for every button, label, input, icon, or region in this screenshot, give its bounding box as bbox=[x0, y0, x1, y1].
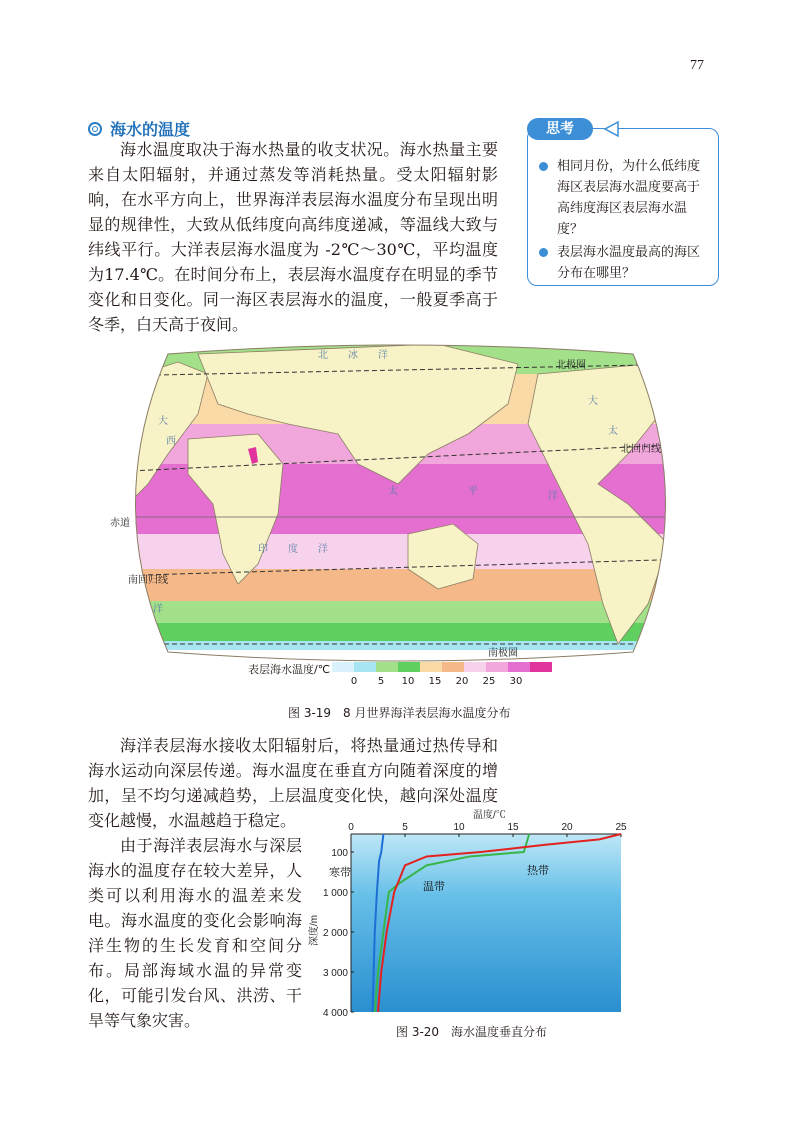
series-label: 温带 bbox=[423, 881, 445, 893]
sea-background bbox=[351, 834, 621, 1012]
ocean-char: 洋 bbox=[548, 491, 558, 502]
legend-swatch bbox=[442, 662, 464, 672]
legend-swatch bbox=[486, 662, 508, 672]
ocean-char: 印 bbox=[258, 544, 268, 555]
body-paragraph-1: 海水温度取决于海水热量的收支状况。海水热量主要来自太阳辐射，并通过蒸发等消耗热量。受太阳辐射影响，在水平方向上，世界海洋表层海水温度分布呈现出明显的规律性，大致从低纬度向高纬度递减，等温线大致与纬线平行。大洋表层海水温度为 -2℃～30℃，平均温度为17.4℃。在时间分布上，表层海水温度存在明显的季节变化和日变化。同一海区表层海水的温度，一般夏季高于冬季，白天高于夜间。 bbox=[88, 140, 498, 334]
legend-swatch bbox=[464, 662, 486, 672]
bullseye-icon bbox=[88, 122, 102, 136]
page-number: 77 bbox=[690, 58, 704, 73]
legend-tick-label: 0 bbox=[350, 676, 358, 687]
depth-chart-svg bbox=[305, 806, 635, 1018]
legend-swatch bbox=[332, 662, 354, 672]
depth-chart-caption: 图 3-20 海水温度垂直分布 bbox=[396, 1025, 548, 1039]
ocean-char: 西 bbox=[166, 436, 176, 447]
y-tick-label: 3 000 bbox=[322, 968, 348, 979]
world-sst-map bbox=[108, 344, 693, 662]
think-question-text: 相同月份，为什么低纬度海区表层海水温度要高于高纬度海区表层海水温度？ bbox=[557, 159, 701, 237]
triangle-pointer-icon bbox=[603, 121, 619, 137]
legend-color-bar bbox=[332, 662, 552, 672]
think-question bbox=[539, 242, 711, 284]
ocean-char: 北 bbox=[318, 350, 328, 361]
y-axis-title: 深度/m bbox=[309, 914, 320, 946]
map-legend bbox=[248, 662, 548, 696]
think-question-text: 表层海水温度最高的海区分布在哪里？ bbox=[557, 245, 701, 281]
legend-label: 表层海水温度/℃ bbox=[248, 663, 331, 676]
think-box-title: 思考 bbox=[527, 118, 593, 140]
ocean-char: 洋 bbox=[318, 544, 328, 555]
ocean-char: 度 bbox=[288, 544, 298, 555]
legend-swatch bbox=[376, 662, 398, 672]
section-title: 海水的温度 bbox=[110, 120, 191, 139]
ocean-char: 大 bbox=[588, 396, 598, 407]
series-label: 热带 bbox=[527, 865, 549, 877]
legend-tick-label: 5 bbox=[377, 676, 385, 687]
x-tick-label: 15 bbox=[507, 822, 519, 833]
legend-tick-label: 30 bbox=[509, 676, 523, 687]
legend-swatch bbox=[398, 662, 420, 672]
x-tick-label: 0 bbox=[348, 822, 354, 833]
label-equator: 赤道 bbox=[110, 518, 130, 529]
label-tropic-capricorn: 南回归线 bbox=[128, 575, 168, 586]
think-question bbox=[539, 156, 711, 240]
y-tick-label: 100 bbox=[331, 848, 348, 859]
ocean-char: 太 bbox=[608, 426, 618, 437]
ocean-char: 太 bbox=[388, 486, 398, 497]
ocean-char: 大 bbox=[158, 416, 168, 427]
think-box bbox=[527, 118, 719, 286]
body-paragraph-3: 由于海洋表层海水与深层海水的温度存在较大差异，人类可以利用海水的温差来发电。海水温度的变化会影响海洋生物的生长发育和空间分布。局部海域水温的异常变化，可能引发台风、洪涝、干旱等气象灾害。 bbox=[88, 836, 302, 1030]
legend-swatch bbox=[530, 662, 552, 672]
label-antarctic-circle: 南极圈 bbox=[488, 648, 518, 659]
bullet-dot-icon bbox=[539, 248, 548, 257]
x-tick-label: 25 bbox=[615, 822, 627, 833]
ocean-char: 冰 bbox=[348, 350, 358, 361]
label-arctic-circle: 北极圈 bbox=[556, 360, 586, 371]
legend-swatch bbox=[420, 662, 442, 672]
ocean-char: 洋 bbox=[378, 350, 388, 361]
legend-swatch bbox=[354, 662, 376, 672]
legend-tick-label: 10 bbox=[401, 676, 415, 687]
ocean-char: 平 bbox=[468, 486, 478, 497]
map-caption: 图 3-19 8 月世界海洋表层海水温度分布 bbox=[288, 706, 511, 720]
legend-tick-label: 25 bbox=[482, 676, 496, 687]
x-axis-title: 温度/℃ bbox=[473, 810, 506, 821]
y-tick-label: 1 000 bbox=[322, 888, 348, 899]
ocean-char: 洋 bbox=[153, 604, 163, 615]
bullet-dot-icon bbox=[539, 162, 548, 171]
x-tick-label: 5 bbox=[402, 822, 408, 833]
legend-ticks bbox=[332, 676, 552, 690]
legend-tick-label: 20 bbox=[455, 676, 469, 687]
world-map-svg bbox=[108, 344, 693, 662]
depth-temperature-chart bbox=[305, 806, 635, 1018]
think-question-list bbox=[539, 156, 711, 286]
antarctica-land bbox=[108, 650, 693, 662]
legend-swatch bbox=[508, 662, 530, 672]
y-tick-label: 4 000 bbox=[322, 1008, 348, 1018]
label-tropic-cancer: 北回归线 bbox=[621, 444, 661, 455]
body-paragraph-2: 海洋表层海水接收太阳辐射后，将热量通过热传导和海水运动向深层传递。海水温度在垂直方向随着深度的增加，呈不均匀递减趋势，上层温度变化快，越向深处温度变化越慢，水温越趋于稳定。 bbox=[88, 736, 498, 830]
ocean-band-south-cold bbox=[108, 623, 693, 641]
x-tick-label: 10 bbox=[453, 822, 465, 833]
x-tick-label: 20 bbox=[561, 822, 573, 833]
y-tick-label: 2 000 bbox=[322, 928, 348, 939]
legend-tick-label: 15 bbox=[428, 676, 442, 687]
series-label: 寒带 bbox=[329, 867, 351, 879]
